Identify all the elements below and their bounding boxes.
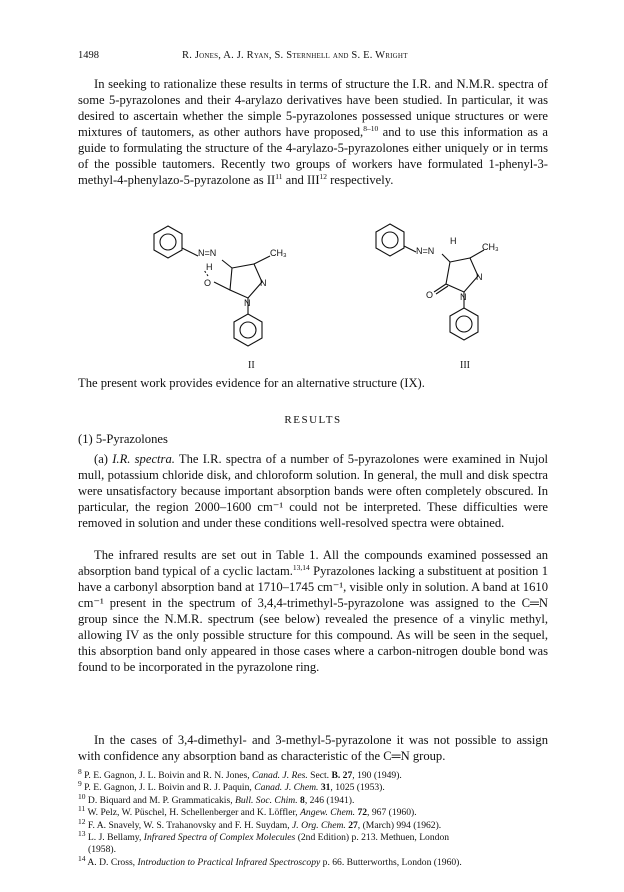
page-number: 1498 (78, 50, 99, 61)
nitrogen-label-left-2: N (260, 278, 267, 288)
reference-11: $^{11}$ W. Pelz, W. Püschel, H. Schellenberger and K. Löffler, Angew. Chem. 72, 967 (1960). (78, 804, 417, 819)
reference-13-continued: (1958). (88, 844, 116, 856)
infrared-results-paragraph: The infrared results are set out in Table 1. All the compounds examined possessed an absorption band typical of a cyclic lactam.$^{13,14}$ Pyrazolones lacking a substituent at position 1 have a carbonyl absorption band at 1710–1745 cm⁻¹, visible only in solution. A band at 1610 cm⁻¹ present in the spectrum of 3,4,4-trimethyl-5-pyrazolone was assigned to the C═N group since the N.M.R. spectrum (see below) revealed the presence of a vinylic methyl, allowing IV as the only possible structure for this compound. As will be seen in the sequel, this absorption band only appeared in those cases where a carbon-nitrogen double bond was found to be incorporated in the pyrazolone ring. (78, 548, 548, 674)
oxygen-label-right: O (426, 290, 434, 300)
nitrogen-label-right-2: N (476, 272, 483, 282)
nitrogen-label-left-1: N (244, 298, 251, 308)
reference-13: $^{13}$ L. J. Bellamy, Infrared Spectra of Complex Molecules (2nd Edition) p. 213. Methuen, London (78, 828, 450, 844)
aromatic-circle (160, 234, 176, 250)
footnotes (78, 766, 548, 869)
phenyl-ring-bottom-right (450, 308, 478, 340)
phenyl-ring-bottom-left (234, 314, 262, 346)
header-authors: R. Jones, A. J. Ryan, S. Sternhell and S. E. Wright (182, 50, 408, 61)
section-heading: (1) 5-Pyrazolones (78, 432, 168, 446)
structure-figure (120, 218, 510, 378)
intro-paragraph: In seeking to rationalize these results in terms of structure the I.R. and N.M.R. spectra of some 5-pyrazolones and their 4-arylazo derivatives have been studied. In particular, it was desired to ascertain whether the simple 5-pyrazolones possessed unique structures or were mixtures of tautomers, as other authors have proposed,$^{8-10}$ and to use this information as a guide to formulating the structure of the 4-arylazo-5-pyrazolones either uniquely or in terms of the possible tautomers. Recently two groups of workers have formulated 1-phenyl-3-methyl-4-phenylazo-5-pyrazolone as II$^{11}$ and III$^{12}$ respectively. (78, 77, 548, 187)
structure-label-III: III (460, 360, 470, 371)
hydrogen-label-left: H (206, 262, 213, 272)
azo-label-left: N=N (198, 248, 217, 258)
figure-followup-paragraph: The present work provides evidence for an alternative structure (IX). (78, 376, 425, 390)
pyrazole-ring-right (446, 258, 478, 292)
azo-label-right: N=N (416, 246, 435, 256)
nitrogen-label-right-1: N (460, 292, 467, 302)
hydrogen-label-right: H (450, 236, 457, 246)
methyl-label-right: CH₃ (482, 242, 499, 252)
dimethyl-paragraph: In the cases of 3,4-dimethyl- and 3-methyl-5-pyrazolone it was not possible to assign with confidence any absorption band as characteristic of the C═N group. (78, 733, 548, 763)
pyrazole-ring-left (230, 264, 262, 298)
reference-14: $^{14}$ A. D. Cross, Introduction to Practical Infrared Spectroscopy p. 66. Butterworths, London (1960). (78, 853, 462, 868)
results-heading: RESULTS (284, 414, 342, 426)
reference-10: $^{10}$ D. Biquard and M. P. Grammaticakis, Bull. Soc. Chim. 8, 246 (1941). (78, 791, 355, 806)
oxygen-label-left: O (204, 278, 212, 288)
phenyl-ring-top-left (154, 226, 182, 258)
structure-label-II: II (248, 360, 255, 371)
reference-8: $^8$ P. E. Gagnon, J. L. Boivin and R. N. Jones, Canad. J. Res. Sect. B. 27, 190 (1949). (78, 766, 402, 781)
ir-spectra-paragraph: (a) I.R. spectra. The I.R. spectra of a number of 5-pyrazolones were examined in Nujol mull, potassium chloride disk, and chloroform solution. In general, the mull and disk spectra were unsatisfactory because important absorption bands were often completely obscured. In particular, the region 2000–1600 cm⁻¹ could not be interpreted. These difficulties were removed in solution and under these conditions well-resolved spectra were obtained. (78, 452, 548, 530)
methyl-label-left: CH₃ (270, 248, 287, 258)
phenyl-ring-top-right (376, 224, 404, 256)
reference-9: $^9$ P. E. Gagnon, J. L. Boivin and R. J. Paquin, Canad. J. Chem. 31, 1025 (1953). (78, 779, 385, 794)
reference-12: $^{12}$ F. A. Snavely, W. S. Trahanovsky and F. H. Suydam, J. Org. Chem. 27, (March) 994 (1962). (78, 816, 442, 831)
